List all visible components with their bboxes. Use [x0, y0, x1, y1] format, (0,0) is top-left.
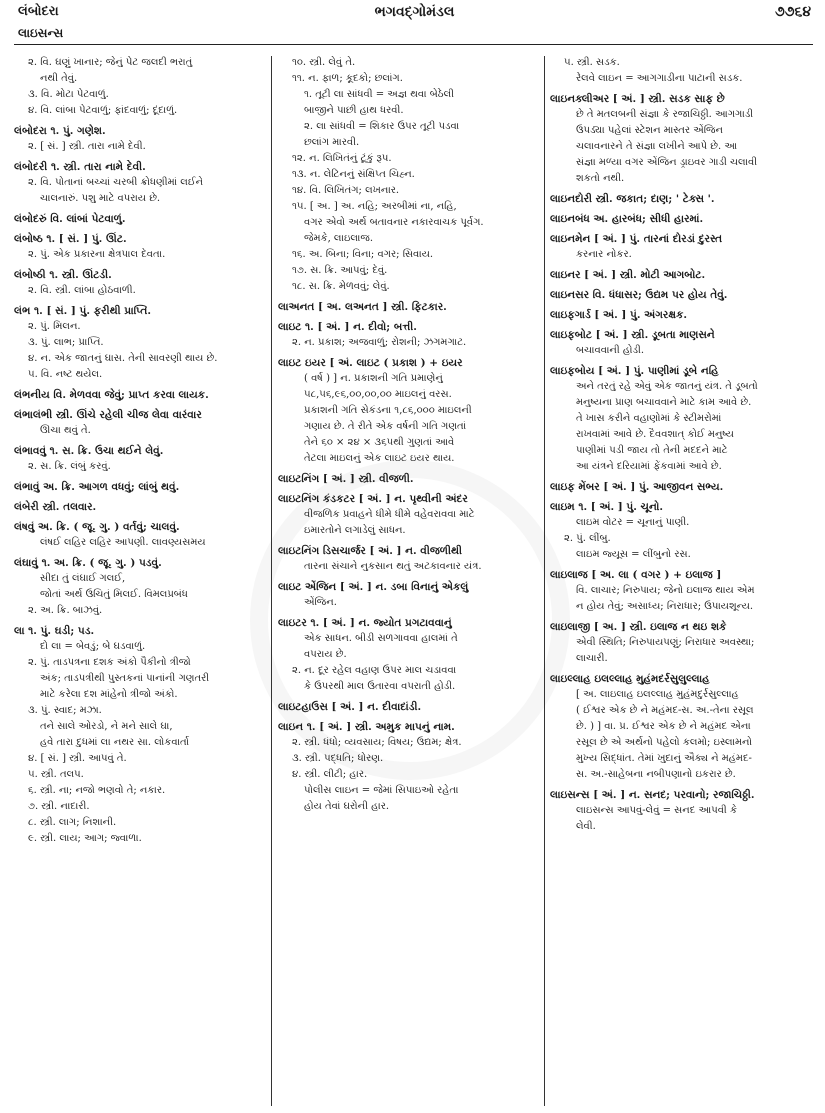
entry-headword-line: લાઇફબોય [ અં. ] પું. પાણીમાં ડૂબે નહિ: [550, 365, 719, 377]
entry-headword-line: લાઅનત [ અ. લઅનત ] સ્ત્રી. ફિટકાર.: [278, 301, 447, 313]
entry-line: પોલીસ લાઇન = જેમાં સિપાઇઓ રહેતા: [304, 785, 459, 796]
page-header: [18, 4, 811, 44]
entry-line: ઉપડ્યા પહેલાં સ્ટેશન માસ્તર એંજિન: [576, 125, 723, 136]
entry-headword-line: લંભાવવું ૧. સ. ક્રિ. ઉંચા થઈને લેવું.: [14, 445, 164, 457]
column-divider-2: [544, 56, 545, 1106]
entry-line: લાઇમ વોટર = ચૂનાનું પાણી.: [576, 517, 690, 528]
entry-headword-line: લાઇટનિંગ ડિસચાર્જર [ અં. ] ન. વીજળીથી: [278, 545, 463, 557]
entry-headword-line: લંભ ૧. [ સં. ] પું. ફરીથી પ્રાપ્તિ.: [14, 305, 152, 317]
entry-line: મનુષ્યના પ્રાણ બચાવવાને માટે કામ આવે છે.: [576, 397, 752, 408]
guide-word: લંબોદરા: [18, 4, 59, 19]
entry-line: કરનાર નોકર.: [576, 249, 632, 260]
entry-headword-line: લાઇમ ૧. [ અં. ] પું. ચૂનો.: [550, 501, 664, 513]
entry-line: ૩. પું. સ્વાદ; મઝા.: [28, 705, 102, 716]
entry-line: ૩. પું. લાભ; પ્રાપ્તિ.: [28, 337, 104, 348]
entry-line: છે તે મતલબની સંજ્ઞા કે રજાચિઠ્ઠી. આગગાડી: [576, 109, 754, 120]
entry-line: ૧૬. અ. બિના; વિના; વગર; સિવાય.: [292, 249, 434, 260]
entry-line: પ્રકાશની ગતિ સેકંડના ૧,૮૬,૦૦૦ માઇલની: [304, 405, 472, 416]
entry-line: ગણાય છે. તે રીતે એક વર્ષની ગતિ ગણતાં: [304, 421, 467, 432]
entry-line: લાઇમ જ્યૂસ = લીંબુનો રસ.: [576, 549, 691, 560]
entry-line: વપરાય છે.: [304, 649, 347, 660]
entry-line: ચલાવનારને તે સંજ્ઞા લખીને આપે છે. આ: [576, 141, 738, 152]
entry-headword-line: લંબોદરા ૧. પું. ગણેશ.: [14, 125, 106, 137]
entry-line: ૪. ન. એક જાતનું ઘાસ. તેની સાવરણી થાય છે.: [28, 353, 218, 364]
entry-line: ૨. સ. ક્રિ. લંબું કરવું.: [28, 461, 111, 472]
entry-line: પાણીમાં પડી જાય તો તેની મદદને માટે: [576, 445, 728, 456]
entry-headword-line: લંભનીય વિ. મેળવવા જેવું; પ્રાપ્ત કરવા લાયક.: [14, 389, 209, 401]
column-3: [550, 56, 812, 1106]
entry-headword-line: લાઇલ્લાહ ઇલલ્લાહ મુહંમદર્રસુલુલ્લાહ: [550, 673, 710, 685]
entry-line: જેમકે, લાઇલાજ.: [304, 233, 374, 244]
entry-line: ( વર્ષ ) ] ન. પ્રકાશની ગતિ પ્રમાણેનું: [304, 373, 443, 384]
entry-line: સીદા તું લંઘાઈ ગલઈ,: [40, 573, 126, 584]
entry-line: ૨. પું. તાડપત્રના દશક અંકો પૈકીનો ત્રીજો: [28, 657, 191, 668]
entry-line: રેલવે લાઇન = આગગાડીના પાટાની સડક.: [576, 73, 743, 84]
entry-headword-line: લાઇફબોટ [ અં. ] સ્ત્રી. ડૂબતા માણસને: [550, 329, 715, 341]
entry-line: તારના સંચાને નુકસાન થતું અટકાવનાર યંત્ર.: [304, 561, 482, 572]
entry-headword-line: લંબોદરી ૧. સ્ત્રી. તારા નામે દેવી.: [14, 161, 146, 173]
entry-headword-line: લંભાવું અ. ક્રિ. આગળ વધવું; લાંબું થવું.: [14, 481, 180, 493]
entry-line: ૧૫. [ અ. ] અ. નહિ; અરબીમાં ના, નહિ,: [292, 201, 457, 212]
entry-line: એંજિન.: [304, 597, 337, 608]
entry-headword-line: લાઇટનિંગ [ અં. ] સ્ત્રી. વીજળી.: [278, 473, 414, 485]
entry-line: ૨. વિ. ઘણું ખાનાર; જેનું પેટ જલદી ભરાતું: [28, 57, 193, 68]
entry-line: ૪. સ્ત્રી. લીટી; હાર.: [292, 769, 368, 780]
entry-line: ૭. સ્ત્રી. નાદારી.: [28, 801, 90, 812]
entry-line: અંક; તાડપત્રીથી પુસ્તકનાં પાનાંની ગણતરી: [40, 673, 210, 684]
entry-headword-line: લાઇનસર વિ. ધંધાસર; ઉદ્યમ પર હોય તેવું.: [550, 289, 728, 301]
entry-line: છે. ) ] વા. પ્ર. ઈશ્વર એક છે ને મહંમદ એના: [576, 721, 751, 732]
entry-line: ૩. સ્ત્રી. પદ્ધતિ; ધોરણ.: [292, 753, 384, 764]
entry-headword-line: લંબોષ્ઠ ૧. [ સં. ] પું. ઊંટ.: [14, 233, 127, 245]
entry-line: ૨. પું. એક પ્રકારના ક્ષેત્રપાલ દેવતા.: [28, 249, 166, 260]
entry-line: ૧. તૂટી લા સાંધવી = અજ્ઞ થવા બેઠેલી: [304, 89, 454, 100]
entry-headword-line: લાઇટહાઉસ [ અં. ] ન. દીવાદાંડી.: [278, 701, 422, 713]
entry-headword-line: લાઇફગાર્ડ [ અં. ] પું. અંગરક્ષક.: [550, 309, 688, 321]
entry-line: ૧૭. સ. ક્રિ. આપવું; દેવું.: [292, 265, 388, 276]
entry-line: બાજીને પાછી હાથ ધરવી.: [304, 105, 404, 116]
entry-line: સ. અ.-સાહેબના નબીપણાનો ઇકરાર છે.: [576, 769, 736, 780]
column-2: [278, 56, 538, 1106]
entry-line: ૨. પું. મિલન.: [28, 321, 81, 332]
entry-line: [ અ. લાઇલાહ ઇલલ્લાહ મુહંમદુર્રસુલ્લાહ: [576, 689, 739, 700]
entry-line: ૮. સ્ત્રી. લાગ; નિશાની.: [28, 817, 117, 828]
entry-line: ૧૩. ન. લેટિનનું સંક્ષિપ્ત ચિહ્ન.: [292, 169, 415, 180]
entry-line: કે ઉપરથી માલ ઉતારવા વપરાતી હોડી.: [304, 681, 456, 692]
entry-line: હોય તેવાં ઘરોની હાર.: [304, 801, 390, 812]
entry-headword-line: લાઇનક્લીઅર [ અં. ] સ્ત્રી. સડક સાફ છે: [550, 93, 725, 105]
entry-line: નથી તેવું.: [40, 73, 78, 84]
entry-line: ચાલનારું. પશુ માટે વપરાય છે.: [40, 193, 161, 204]
page-number: ૭૭૬૪: [775, 4, 811, 20]
entry-line: ૧૨. ન. લિખિતંનું ટૂંકું રૂપ.: [292, 153, 392, 164]
entry-line: તેટલા માઇલનું એક લાઇટ ઇયર થાય.: [304, 453, 455, 464]
entry-line: વીજળિક પ્રવાહને ધીમે ધીમે વહેવરાવવા માટે: [304, 509, 475, 520]
entry-line: એક સાધન. બીડી સળગાવવા હાલમાં તે: [304, 633, 458, 644]
entry-headword-line: લાઇનમેન [ અં. ] પું. તારનાં દોરડાં દુરસ્ત: [550, 233, 723, 245]
entry-line: ૨. લા સાંધવી = શિકાર ઉપર તૂટી પડવા: [304, 121, 460, 132]
entry-line: લેવી.: [576, 821, 596, 832]
entry-line: ૩. વિ. મોટા પેટવાળું.: [28, 89, 109, 100]
entry-line: રાખવામાં આવે છે. દૈવવશાત્ કોઈ મનુષ્ય: [576, 429, 735, 440]
entry-line: વગર એવો અર્થ બતાવનાર નકારવાચક પૂર્વગ.: [304, 217, 484, 228]
guide-sub-word: લાઇસન્સ: [18, 26, 64, 40]
entry-line: ૨. અ. ક્રિ. બાઝવું.: [28, 605, 103, 616]
entry-line: ૨. [ સં. ] સ્ત્રી. તારા નામે દેવી.: [28, 141, 146, 152]
entry-headword-line: લાઇફ મેંબર [ અં. ] પું. આજીવન સભ્ય.: [550, 481, 724, 493]
entry-line: ૨. ન. દૂર રહેલ વહાણ ઉપર માલ ચડાવવા: [292, 665, 457, 676]
entry-line: દો લા = બેવડું; બે ઘડવાળું.: [40, 641, 146, 652]
entry-line: તે ખાસ કરીને વહાણોમાં કે સ્ટીમરોમાં: [576, 413, 722, 424]
entry-line: રસૂલ છે એ અર્થનો પહેલો કલમો; ઇસ્લામનો: [576, 737, 752, 748]
entry-headword-line: લાઇટનિંગ કંડકટર [ અં. ] ન. પૃથ્વીની અંદર: [278, 493, 468, 505]
entry-line: વિ. લાચાર; નિરુપાય; જેનો ઇલાજ થાય એમ: [576, 585, 755, 596]
entry-line: ૧૮. સ. ક્રિ. મેળવવું; લેવું.: [292, 281, 390, 292]
entry-line: ૨. ન. પ્રકાશ; અજવાળું; રોશની; ઝગમગાટ.: [292, 337, 467, 348]
entry-headword-line: લંષવું અ. ક્રિ. ( જૂ. ગુ. ) વર્તવું; ચાલવું.: [14, 521, 180, 533]
entry-line: ૨. વિ. પોતાનાં બચ્ચાં ચરબી ક્રોધણીમાં લઈને: [28, 177, 204, 188]
entry-headword-line: લાઇટ એંજિન [ અં. ] ન. ડબા વિનાનું એકલું: [278, 581, 469, 593]
entry-line: તને સાલે ઓરડો, ને મને સાલે ઘા,: [40, 721, 173, 732]
entry-line: ૬. સ્ત્રી. ના; નજો ભણવો તે; નકાર.: [28, 785, 166, 796]
entry-headword-line: લાઇલાજી [ અ. ] સ્ત્રી. ઇલાજ ન થઇ શકે: [550, 621, 727, 633]
entry-line: અને તરતું રહે એવું એક જાતનું યંત્ર. તે ડૂબતો: [576, 381, 758, 392]
entry-line: ૧૦. સ્ત્રી. લેવું તે.: [292, 57, 356, 68]
entry-line: ૫. વિ. નષ્ટ થયેલ.: [28, 369, 103, 380]
entry-line: તેને ૬૦ × ૨૪ × ૩૬૫થી ગુણતાં આવે: [304, 437, 455, 448]
entry-headword-line: લાઇટ ઇયર [ અં. લાઇટ ( પ્રકાશ ) + ઇયર: [278, 357, 463, 369]
entry-line: હવે તારા દુધમાં લા નથર સા. લોકવાર્તા: [40, 737, 190, 748]
entry-line: ઇમારતોને લગાડેલું સાધન.: [304, 525, 406, 536]
entry-headword-line: લાઇટર ૧. [ અં. ] ન. જ્યોત પ્રગટાવવાનું: [278, 617, 452, 629]
entry-headword-line: લાઇનર [ અં. ] સ્ત્રી. મોટી આગબોટ.: [550, 269, 706, 281]
entry-line: સંજ્ઞા મળ્યા વગર એંજિન ડ્રાઇવર ગાડી ચલાવી: [576, 157, 758, 168]
entry-line: છલાંગ મારવી.: [304, 137, 360, 148]
book-title: ભગવદ્ગોમંડલ: [374, 4, 455, 20]
entry-headword-line: લંઘાવું ૧. અ. ક્રિ. ( જૂ. ગુ. ) પડવું.: [14, 557, 162, 569]
entry-line: ૫૮,૫૬,૯૬,૦૦,૦૦,૦૦ માઇલનું વરસ.: [304, 389, 452, 400]
entry-line: શકતો નથી.: [576, 173, 625, 184]
entry-headword-line: લાઇનબંધ અ. હારબંધ; સીધી હારમાં.: [550, 213, 704, 225]
entry-line: ૪. [ સં. ] સ્ત્રી. આપવું તે.: [28, 753, 127, 764]
entry-line: લાઇસન્સ આપવું-લેવું = સનદ આપવી કે: [576, 805, 738, 816]
entry-line: મુખ્ય સિદ્ધાંત. તેમાં ખુદાનું ઐક્ય ને મહંમદ-: [576, 753, 752, 764]
entry-line: ૨. સ્ત્રી. ધંધો; વ્યવસાય; વિષય; ઉદ્યમ; ક્ષેત્ર.: [292, 737, 462, 748]
entry-line: ( ઈશ્વર એક છે ને મહંમદ-સ. અ.-તેના રસૂલ: [576, 705, 754, 716]
column-divider-1: [271, 56, 272, 1106]
entry-line: ૧૧. ન. ફાળ; કૂદકો; છલાંગ.: [292, 73, 403, 84]
entry-headword-line: લાઇન ૧. [ અં. ] સ્ત્રી. અમુક માપનું નામ.: [278, 721, 455, 733]
entry-line: ૧૪. વિ. લિખિતંગ; લખનાર.: [292, 185, 400, 196]
entry-headword-line: લંબેરી સ્ત્રી. તલવાર.: [14, 501, 97, 513]
entry-line: આ યંત્રને દરિયામાં ફેંકવામાં આવે છે.: [576, 461, 722, 472]
entry-headword-line: લાઇટ ૧. [ અં. ] ન. દીવો; બત્તી.: [278, 321, 417, 333]
entry-headword-line: લાઇનદોરી સ્ત્રી. જકાત; દાણ; ' ટેક્સ '.: [550, 193, 715, 205]
entry-line: ૨. વિ. સ્ત્રી. લાંબા હોઠવાળી.: [28, 285, 136, 296]
entry-line: ૫. સ્ત્રી. તલપ.: [28, 769, 84, 780]
entry-line: માટે કરેલા દશ માંહેનો ત્રીજો અંકો.: [40, 689, 178, 700]
entry-line: લાચારી.: [576, 653, 608, 664]
entry-line: ૪. વિ. લાંબા પેટવાળું; ફાંદવાળું; દૂંદાળું.: [28, 105, 178, 116]
entry-headword-line: લા ૧. પું. ઘડી; પડ.: [14, 625, 95, 637]
entry-line: લંષઈ લહિર લહિર આપણી. લાવણ્યસમય: [40, 537, 206, 548]
entry-line: ન હોય તેવું; અસાધ્ય; નિરાધાર; ઉપાયશૂન્ય.: [576, 601, 754, 612]
entry-headword-line: લાઇસન્સ [ અં. ] ન. સનદ; પરવાનો; રજાચિઠ્ઠી.: [550, 789, 755, 801]
entry-headword-line: લંબોદરું વિ. લાંબાં પેટવાળું.: [14, 213, 126, 225]
entry-line: ૫. સ્ત્રી. સડક.: [564, 57, 620, 68]
entry-line: ૨. પું. લીંબુ.: [564, 533, 611, 544]
entry-line: બચાવવાની હોડી.: [576, 345, 645, 356]
entry-headword-line: લંબોષ્ઠી ૧. સ્ત્રી. ઊંટડી.: [14, 269, 112, 281]
header-rule: [14, 44, 813, 45]
entry-line: જોતાં અર્થ ઉચિતું મિલઈ. વિમલપ્રબંધ: [40, 589, 188, 600]
entry-headword-line: લંભાલંભી સ્ત્રી. ઊંચે રહેલી ચીજ લેવા વારંવાર: [14, 409, 202, 421]
column-1: [14, 56, 266, 1106]
entry-line: એવી સ્થિતિ; નિરુપાયપણું; નિરાધાર અવસ્થા;: [576, 637, 755, 648]
entry-headword-line: લાઇલાજ [ અ. લા ( વગર ) + ઇલાજ ]: [550, 569, 722, 581]
entry-line: ઊંચા થવું તે.: [40, 425, 91, 436]
entry-line: ૯. સ્ત્રી. લાય; આગ; જ્વાળા.: [28, 833, 142, 844]
